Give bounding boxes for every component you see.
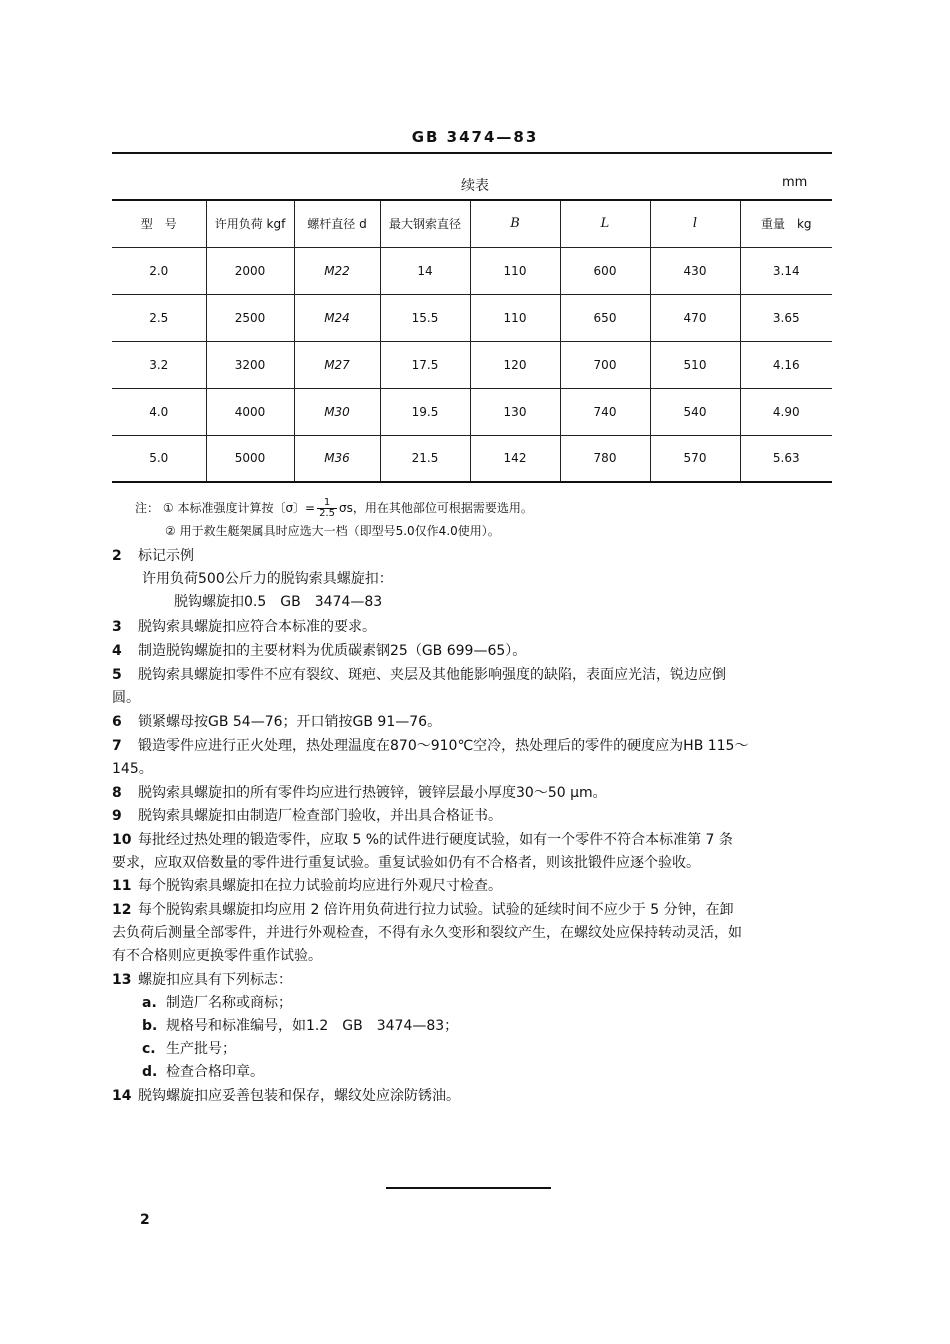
section-number: 5 bbox=[112, 667, 122, 683]
section-12-cont-2: 有不合格则应更换零件重作试验。 bbox=[112, 948, 322, 964]
note-2-text: 用于救生艇架属具时应选大一档（即型号5.0仅作4.0使用）。 bbox=[179, 524, 500, 538]
cell-bolt-diameter: M27 bbox=[294, 341, 380, 388]
section-text: 脱钩索具螺旋扣零件不应有裂纹、斑疤、夹层及其他能影响强度的缺陷，表面应光洁，锐边应倒 bbox=[138, 667, 726, 683]
section-title: 螺旋扣应具有下列标志： bbox=[138, 972, 292, 988]
item-letter: d. bbox=[142, 1064, 158, 1080]
section-text: 脱钩螺旋扣应妥善包装和保存，螺纹处应涂防锈油。 bbox=[138, 1088, 460, 1104]
cell-weight: 5.63 bbox=[740, 435, 832, 482]
section-text: 每批经过热处理的锻造零件，应取 5 %的试件进行硬度试验，如有一个零件不符合本标准第 7 条 bbox=[138, 832, 733, 848]
section-text: 每个脱钩索具螺旋扣在拉力试验前均应进行外观尺寸检查。 bbox=[138, 878, 502, 894]
cell-b: 110 bbox=[470, 294, 560, 341]
item-text: 生产批号； bbox=[166, 1041, 236, 1057]
cell-load: 5000 bbox=[206, 435, 294, 482]
end-rule bbox=[386, 1187, 551, 1189]
item-letter: a. bbox=[142, 995, 157, 1011]
section-7-cont: 145。 bbox=[112, 761, 153, 777]
section-10 bbox=[112, 829, 733, 851]
cell-load: 2000 bbox=[206, 247, 294, 294]
note-1-text-pre: 本标准强度计算按〔σ〕= bbox=[177, 501, 316, 515]
section-text: 锻造零件应进行正火处理，热处理温度在870～910℃空冷，热处理后的零件的硬度应为HB 115～ bbox=[138, 738, 749, 754]
cell-l: 570 bbox=[650, 435, 740, 482]
col-header-L: L bbox=[560, 201, 650, 247]
section-13 bbox=[112, 969, 292, 991]
section-number: 12 bbox=[112, 902, 132, 918]
section-number: 7 bbox=[112, 738, 122, 754]
section-number: 8 bbox=[112, 785, 122, 801]
cell-bolt-diameter: M36 bbox=[294, 435, 380, 482]
cell-weight: 3.14 bbox=[740, 247, 832, 294]
section-text: 脱钩索具螺旋扣的所有零件均应进行热镀锌，镀锌层最小厚度30～50 μm。 bbox=[138, 785, 607, 801]
marking-item-c bbox=[142, 1038, 236, 1060]
note-2-marker: ② bbox=[165, 524, 176, 538]
marking-item-d bbox=[142, 1061, 264, 1083]
section-6 bbox=[112, 711, 441, 733]
section-4 bbox=[112, 640, 526, 662]
section-number: 11 bbox=[112, 878, 132, 894]
cell-b: 110 bbox=[470, 247, 560, 294]
cell-load: 3200 bbox=[206, 341, 294, 388]
section-10-cont: 要求，应取双倍数量的零件进行重复试验。重复试验如仍有不合格者，则该批锻件应逐个验收。 bbox=[112, 855, 700, 871]
note-1-text-post: σs，用在其他部位可根据需要选用。 bbox=[339, 501, 533, 515]
item-letter: c. bbox=[142, 1041, 156, 1057]
col-header-l: l bbox=[650, 201, 740, 247]
table-unit: mm bbox=[782, 175, 808, 190]
section-text: 锁紧螺母按GB 54—76；开口销按GB 91—76。 bbox=[138, 714, 442, 730]
cell-rope-diameter: 14 bbox=[380, 247, 470, 294]
section-12 bbox=[112, 899, 734, 921]
item-text: 制造厂名称或商标； bbox=[166, 995, 292, 1011]
cell-L: 780 bbox=[560, 435, 650, 482]
section-9 bbox=[112, 805, 502, 827]
col-header-rope-diameter: 最大钢索直径 bbox=[380, 201, 470, 247]
cell-b: 130 bbox=[470, 388, 560, 435]
table-caption: 续表 bbox=[461, 178, 489, 194]
section-number: 14 bbox=[112, 1088, 132, 1104]
col-header-weight: 重量 kg bbox=[740, 201, 832, 247]
cell-L: 700 bbox=[560, 341, 650, 388]
cell-b: 142 bbox=[470, 435, 560, 482]
section-14 bbox=[112, 1085, 460, 1107]
cell-L: 650 bbox=[560, 294, 650, 341]
col-header-load: 许用负荷 kgf bbox=[206, 201, 294, 247]
cell-model: 2.5 bbox=[112, 294, 206, 341]
cell-model: 4.0 bbox=[112, 388, 206, 435]
section-7 bbox=[112, 735, 748, 757]
section-number: 10 bbox=[112, 832, 132, 848]
section-3 bbox=[112, 616, 376, 638]
cell-model: 3.2 bbox=[112, 341, 206, 388]
cell-bolt-diameter: M22 bbox=[294, 247, 380, 294]
fraction-numerator: 1 bbox=[317, 498, 337, 509]
cell-l: 510 bbox=[650, 341, 740, 388]
section-number: 4 bbox=[112, 643, 122, 659]
standard-code: GB 3474—83 bbox=[411, 128, 539, 146]
section-number: 13 bbox=[112, 972, 132, 988]
body-text bbox=[112, 0, 832, 1344]
cell-l: 470 bbox=[650, 294, 740, 341]
example-line-1: 许用负荷500公斤力的脱钩索具螺旋扣： bbox=[142, 571, 393, 587]
fraction-denominator: 2.5 bbox=[319, 508, 336, 519]
cell-b: 120 bbox=[470, 341, 560, 388]
section-text: 脱钩索具螺旋扣由制造厂检查部门验收，并出具合格证书。 bbox=[138, 808, 502, 824]
item-letter: b. bbox=[142, 1018, 158, 1034]
cell-bolt-diameter: M30 bbox=[294, 388, 380, 435]
cell-L: 740 bbox=[560, 388, 650, 435]
cell-rope-diameter: 15.5 bbox=[380, 294, 470, 341]
col-header-model: 型 号 bbox=[112, 201, 206, 247]
section-8 bbox=[112, 782, 607, 804]
cell-model: 5.0 bbox=[112, 435, 206, 482]
section-text: 脱钩索具螺旋扣应符合本标准的要求。 bbox=[138, 619, 376, 635]
cell-load: 4000 bbox=[206, 388, 294, 435]
section-text: 制造脱钩螺旋扣的主要材料为优质碳素钢25（GB 699—65）。 bbox=[138, 643, 527, 659]
page-number: 2 bbox=[140, 1212, 150, 1228]
cell-model: 2.0 bbox=[112, 247, 206, 294]
cell-rope-diameter: 19.5 bbox=[380, 388, 470, 435]
cell-load: 2500 bbox=[206, 294, 294, 341]
col-header-bolt-diameter: 螺杆直径 d bbox=[294, 201, 380, 247]
section-number: 2 bbox=[112, 548, 122, 564]
section-2-heading bbox=[112, 545, 194, 567]
section-number: 9 bbox=[112, 808, 122, 824]
section-11 bbox=[112, 875, 502, 897]
section-number: 6 bbox=[112, 714, 122, 730]
cell-rope-diameter: 21.5 bbox=[380, 435, 470, 482]
example-line-2: 脱钩螺旋扣0.5 GB 3474—83 bbox=[174, 594, 383, 610]
item-text: 规格号和标准编号，如1.2 GB 3474—83； bbox=[166, 1018, 459, 1034]
note-1-marker: ① bbox=[162, 501, 174, 515]
section-title: 标记示例 bbox=[138, 548, 194, 564]
cell-bolt-diameter: M24 bbox=[294, 294, 380, 341]
marking-item-b bbox=[142, 1015, 458, 1037]
cell-rope-diameter: 17.5 bbox=[380, 341, 470, 388]
col-header-b: B bbox=[470, 201, 560, 247]
cell-l: 540 bbox=[650, 388, 740, 435]
cell-weight: 3.65 bbox=[740, 294, 832, 341]
cell-weight: 4.16 bbox=[740, 341, 832, 388]
cell-weight: 4.90 bbox=[740, 388, 832, 435]
cell-l: 430 bbox=[650, 247, 740, 294]
section-5-cont: 圆。 bbox=[112, 690, 140, 706]
item-text: 检查合格印章。 bbox=[166, 1064, 264, 1080]
note-label: 注： bbox=[135, 501, 160, 515]
cell-L: 600 bbox=[560, 247, 650, 294]
section-number: 3 bbox=[112, 619, 122, 635]
section-text: 每个脱钩索具螺旋扣均应用 2 倍许用负荷进行拉力试验。试验的延续时间不应少于 5 分钟，在卸 bbox=[138, 902, 734, 918]
section-12-cont-1: 去负荷后测量全部零件，并进行外观检查，不得有永久变形和裂纹产生，在螺纹处应保持转动灵活，如 bbox=[112, 925, 742, 941]
marking-item-a bbox=[142, 992, 292, 1014]
section-5 bbox=[112, 664, 726, 686]
